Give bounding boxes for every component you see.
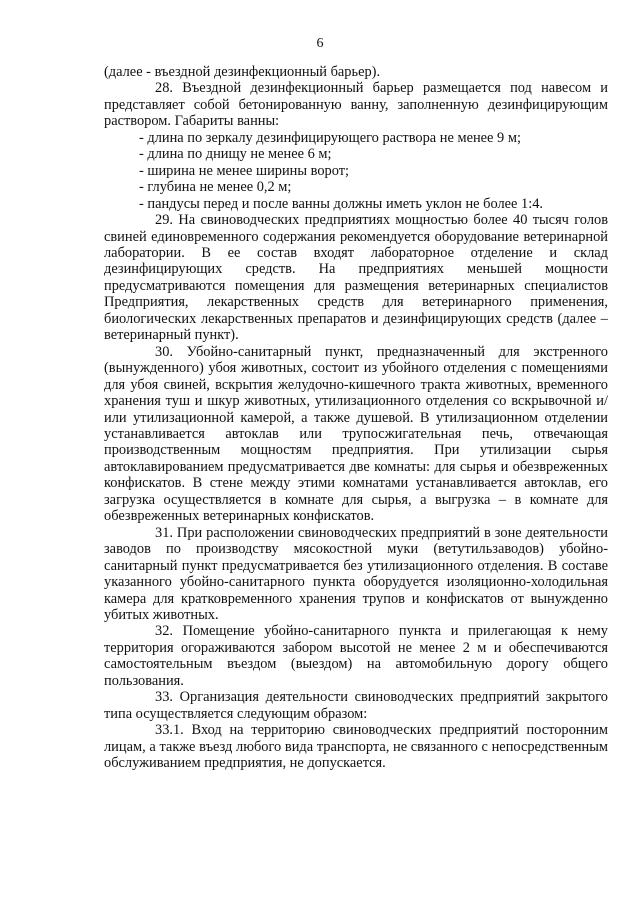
page-number: 6 — [316, 36, 324, 51]
list-item-bottom-length: - длина по днищу не менее 6 м; — [139, 146, 332, 163]
list-item-depth: - глубина не менее 0,2 м; — [139, 179, 292, 196]
list-item-mirror-length: - длина по зеркалу дезинфицирующего раствора не менее 9 м; — [139, 129, 521, 146]
paragraph-continuation: (далее - въездной дезинфекционный барьер). — [104, 64, 381, 80]
list-item-ramps: - пандусы перед и после ванны должны иметь уклон не более 1:4. — [139, 195, 543, 212]
paragraph-30: 30. Убойно-санитарный пункт, предназначенный для экстренного (вынужденного) убоя животных, состоит из убойного отделения с помещениями для убоя свиней, вскрытия желудочно-кишечного тракта животных, временного хранения туш и шкур животных, утилизационного отделения со вскрывочной и/или утилизационной камерой, а также душевой. В утилизационном отделении устанавливается автоклав или трупосжигательная печь, отвечающая производственным мощностям предприятия. При утилизации сырья автоклавированием предусматривается две комнаты: для сырья и обезвреженных конфискатов. В стене между этими комнатами устанавливается автоклав, его загрузка осуществляется в комнате для сырья, а выгрузка – в комнате для обезвреженных ветеринарных конфискатов. — [104, 343, 608, 525]
paragraph-28: 28. Въездной дезинфекционный барьер размещается под навесом и представляет собой бетонированную ванну, заполненную дезинфицирующим раствором. Габариты ванны: — [104, 80, 608, 130]
document-body — [104, 64, 608, 771]
paragraph-29: 29. На свиноводческих предприятиях мощностью более 40 тысяч голов свиней единовременного содержания рекомендуется оборудование ветеринарной лаборатории. В ее состав входят лабораторное отделение и склад дезинфицирующих средств. На предприятиях меньшей мощности предусматриваются помещения для размещения ветеринарных специалистов Предприятия, лекарственных средств для ветеринарного применения, биологических лекарственных препаратов и дезинфицирующих средств (далее – ветеринарный пункт). — [104, 212, 608, 344]
paragraph-31: 31. При расположении свиноводческих предприятий в зоне деятельности заводов по производству мясокостной муки (ветутильзаводов) убойно-санитарный пункт предусматривается без утилизационного отделения. В составе указанного убойно-санитарного пункта оборудуется изоляционно-холодильная камера для кратковременного хранения трупов и конфискатов от вынужденно убитых животных. — [104, 524, 608, 623]
paragraph-33: 33. Организация деятельности свиноводческих предприятий закрытого типа осуществляется следующим образом: — [104, 689, 608, 722]
list-item-width: - ширина не менее ширины ворот; — [139, 162, 350, 179]
paragraph-33-1: 33.1. Вход на территорию свиноводческих предприятий посторонним лицам, а также въезд любого вида транспорта, не связанного с непосредственным обслуживанием предприятия, не допускается. — [104, 722, 608, 772]
paragraph-32: 32. Помещение убойно-санитарного пункта и прилегающая к нему территория огораживаются забором высотой не менее 2 м и обеспечиваются самостоятельным въездом (выездом) на автомобильную дорогу общего пользования. — [104, 623, 608, 689]
